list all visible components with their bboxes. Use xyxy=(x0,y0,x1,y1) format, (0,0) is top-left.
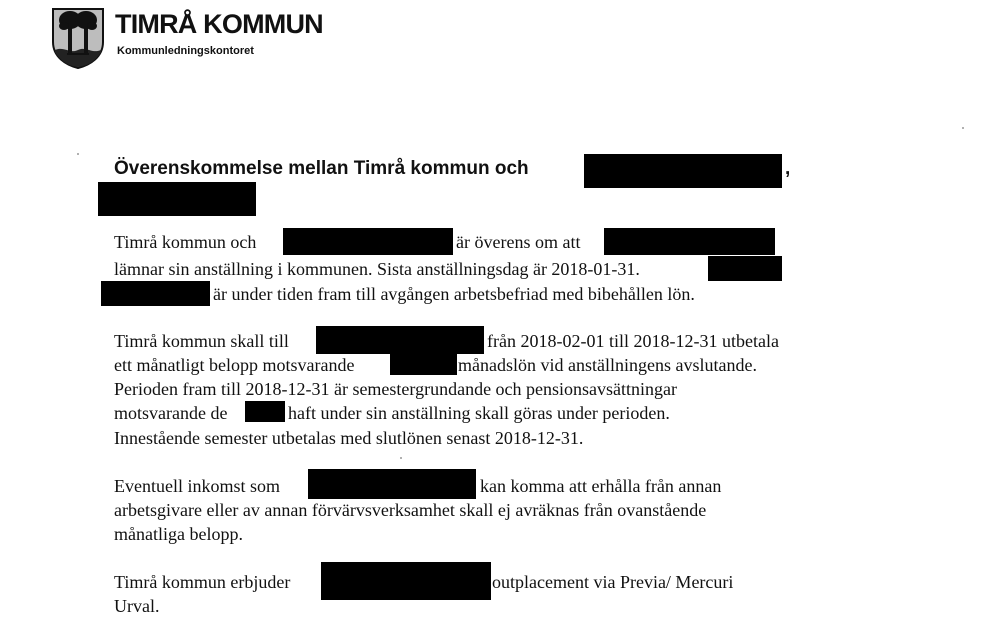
p1-line3: är under tiden fram till avgången arbetsbefriad med bibehållen lön. xyxy=(213,284,695,304)
redaction-block xyxy=(708,256,782,281)
redaction-block xyxy=(101,281,210,306)
p2-line4-end: haft under sin anställning skall göras under perioden. xyxy=(288,403,670,423)
p3-line2: arbetsgivare eller av annan förvärvsverksamhet skall ej avräknas från ovanstående xyxy=(114,500,707,520)
redaction-block xyxy=(390,351,457,375)
redaction-block xyxy=(604,228,775,255)
scan-speck xyxy=(77,153,79,155)
p2-line3: Perioden fram till 2018-12-31 är semestergrundande och pensionsavsättningar xyxy=(114,379,678,399)
redaction-block xyxy=(308,469,476,499)
p3-line1-end: kan komma att erhålla från annan xyxy=(480,476,722,496)
scan-speck xyxy=(962,127,964,129)
p4-line1-end: outplacement via Previa/ Mercuri xyxy=(492,572,734,592)
p4-line2: Urval. xyxy=(114,596,160,616)
municipal-coat-of-arms xyxy=(50,6,106,69)
department-name: Kommunledningskontoret xyxy=(117,45,254,57)
p3-line3: månatliga belopp. xyxy=(114,524,243,544)
p3-line1-start: Eventuell inkomst som xyxy=(114,476,280,496)
p1-line2: lämnar sin anställning i kommunen. Sista anställningsdag är 2018-01-31. xyxy=(114,259,640,279)
redaction-block xyxy=(98,182,256,216)
p2-line5: Innestående semester utbetalas med slutlönen senast 2018-12-31. xyxy=(114,428,584,448)
document-title: Överenskommelse mellan Timrå kommun och xyxy=(114,158,529,179)
p2-line1-start: Timrå kommun skall till xyxy=(114,331,289,351)
p2-line2-end: månadslön vid anställningens avslutande. xyxy=(458,355,757,375)
redaction-block xyxy=(584,154,782,188)
scan-speck xyxy=(400,457,402,459)
p2-line2-start: ett månatligt belopp motsvarande xyxy=(114,355,355,375)
p2-line1-end: från 2018-02-01 till 2018-12-31 utbetala xyxy=(487,331,779,351)
p1-line1-end: är överens om att xyxy=(456,232,581,252)
redaction-block xyxy=(283,228,453,255)
redaction-block xyxy=(245,401,285,422)
p1-line1-start: Timrå kommun och xyxy=(114,232,257,252)
redaction-block xyxy=(321,562,491,600)
org-name: TIMRÅ KOMMUN xyxy=(115,9,323,39)
title-comma: , xyxy=(785,158,791,179)
redaction-block xyxy=(316,326,484,354)
p2-line4-start: motsvarande de xyxy=(114,403,228,423)
p4-line1-start: Timrå kommun erbjuder xyxy=(114,572,291,592)
